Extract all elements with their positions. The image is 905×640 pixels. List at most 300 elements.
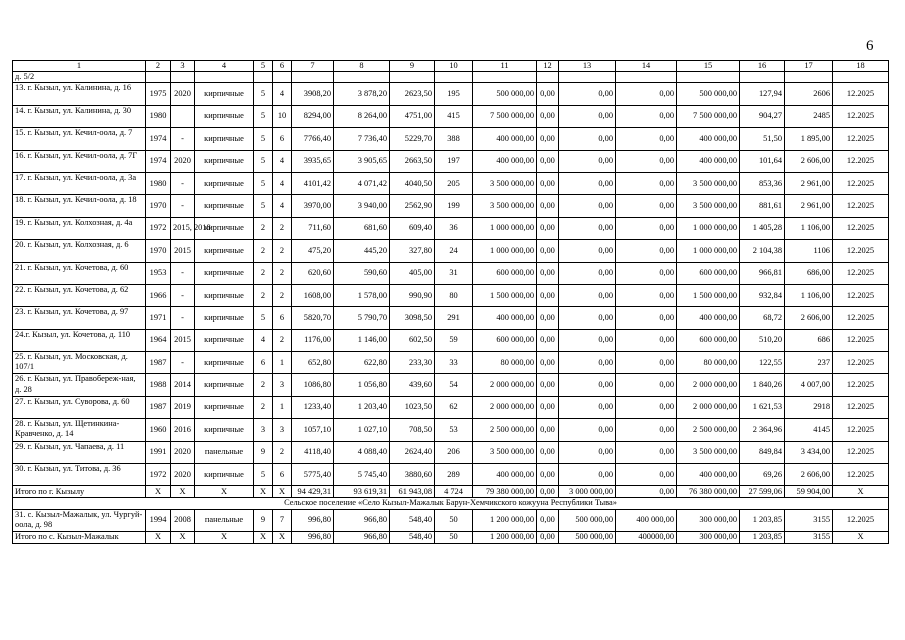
header-cell: 13 [559, 61, 616, 72]
data-cell: 602,50 [390, 329, 435, 351]
total-cell: X [273, 532, 292, 544]
address-cell: 17. г. Кызыл, ул. Кечил-оола, д. 3а [13, 172, 146, 194]
data-cell: 904,27 [740, 105, 785, 127]
data-cell: 1991 [146, 441, 171, 463]
total-cell: 0,00 [616, 486, 677, 498]
data-cell: 2015, 2018 [171, 217, 195, 239]
total-cell: 996,80 [292, 532, 334, 544]
total-cell: X [833, 532, 889, 544]
data-cell: 0,00 [559, 262, 616, 284]
data-cell: 0,00 [616, 150, 677, 172]
data-cell: 1987 [146, 396, 171, 418]
data-cell: 5 [254, 464, 273, 486]
data-cell: 300 000,00 [677, 509, 740, 531]
data-cell: 0,00 [616, 352, 677, 374]
data-cell: 7 736,40 [334, 128, 390, 150]
data-cell: 600 000,00 [677, 329, 740, 351]
table-row [13, 217, 889, 239]
header-cell: 16 [740, 61, 785, 72]
data-cell: 3 [254, 419, 273, 441]
data-cell: 0,00 [616, 128, 677, 150]
data-cell: 686,00 [785, 262, 833, 284]
data-cell: 1 146,00 [334, 329, 390, 351]
data-cell: 1 200 000,00 [473, 509, 537, 531]
data-cell: 2 000 000,00 [677, 396, 740, 418]
data-cell: - [171, 352, 195, 374]
data-cell: 0,00 [616, 307, 677, 329]
data-cell: 0,00 [559, 83, 616, 105]
data-cell: 24 [435, 240, 473, 262]
header-cell: 18 [833, 61, 889, 72]
header-cell: 14 [616, 61, 677, 72]
data-cell: 1 203,40 [334, 396, 390, 418]
section-title: Сельское поселение «Село Кызыл-Мажалык Барун-Хемчикского кожууна Республики Тыва» [13, 498, 889, 509]
data-cell: 1988 [146, 374, 171, 396]
data-cell: 237 [785, 352, 833, 374]
buildings-table [12, 60, 889, 544]
data-cell: 0,00 [616, 396, 677, 418]
table-row [13, 374, 889, 396]
data-cell: 2016 [171, 419, 195, 441]
data-cell: 4751,00 [390, 105, 435, 127]
data-cell: 2020 [171, 83, 195, 105]
table-row [13, 128, 889, 150]
data-cell: 1971 [146, 307, 171, 329]
data-cell: 0,00 [616, 419, 677, 441]
data-cell: 1953 [146, 262, 171, 284]
data-cell: 12.2025 [833, 128, 889, 150]
total-cell: 93 619,31 [334, 486, 390, 498]
total-cell: 400000,00 [616, 532, 677, 544]
data-cell: 0,00 [616, 83, 677, 105]
data-cell: - [171, 262, 195, 284]
data-cell: 12.2025 [833, 419, 889, 441]
table-row [13, 83, 889, 105]
data-cell: 0,00 [537, 128, 559, 150]
address-cell: 31. с. Кызыл-Мажалык, ул. Чургуй-оола, д. 98 [13, 509, 146, 531]
address-cell: 27. г. Кызыл, ул. Суворова, д. 60 [13, 396, 146, 418]
section-header-row [13, 498, 889, 509]
data-cell: 708,50 [390, 419, 435, 441]
data-cell: 966,81 [740, 262, 785, 284]
data-cell: 1980 [146, 105, 171, 127]
data-cell: 0,00 [537, 262, 559, 284]
empty-cell [171, 72, 195, 83]
data-cell: 3 500 000,00 [473, 195, 537, 217]
data-cell: 1980 [146, 172, 171, 194]
data-cell: 2015 [171, 240, 195, 262]
data-cell: кирпичные [195, 128, 254, 150]
empty-cell [616, 72, 677, 83]
header-cell: 6 [273, 61, 292, 72]
total-cell: 76 380 000,00 [677, 486, 740, 498]
data-cell: 12.2025 [833, 464, 889, 486]
data-cell: 0,00 [559, 352, 616, 374]
data-cell: 2 [254, 262, 273, 284]
data-cell: 5 [254, 172, 273, 194]
data-cell: кирпичные [195, 284, 254, 306]
data-cell: - [171, 195, 195, 217]
total-cell: X [146, 532, 171, 544]
total-cell: 3155 [785, 532, 833, 544]
data-cell: 1970 [146, 195, 171, 217]
data-cell: 51,50 [740, 128, 785, 150]
data-cell: 0,00 [616, 217, 677, 239]
data-cell: 195 [435, 83, 473, 105]
table-row [13, 262, 889, 284]
data-cell: кирпичные [195, 83, 254, 105]
empty-cell [146, 72, 171, 83]
data-cell: 686 [785, 329, 833, 351]
data-cell: кирпичные [195, 217, 254, 239]
continuation-row [13, 72, 889, 83]
data-cell: 1 840,26 [740, 374, 785, 396]
header-cell: 17 [785, 61, 833, 72]
data-cell: 2485 [785, 105, 833, 127]
data-cell: 0,00 [537, 195, 559, 217]
data-cell [171, 105, 195, 127]
data-cell: 12.2025 [833, 105, 889, 127]
data-cell: 652,80 [292, 352, 334, 374]
data-cell: 500 000,00 [559, 509, 616, 531]
data-cell: 4118,40 [292, 441, 334, 463]
data-cell: 2606 [785, 83, 833, 105]
total-cell: X [146, 486, 171, 498]
data-cell: 5 [254, 150, 273, 172]
data-cell: 0,00 [559, 374, 616, 396]
data-cell: 3155 [785, 509, 833, 531]
data-cell: 0,00 [537, 374, 559, 396]
data-cell: 127,94 [740, 83, 785, 105]
data-cell: 1 106,00 [785, 217, 833, 239]
data-cell: 7 500 000,00 [677, 105, 740, 127]
data-cell: 0,00 [616, 441, 677, 463]
data-cell: панельные [195, 509, 254, 531]
data-cell: 1 000 000,00 [677, 240, 740, 262]
data-cell: 853,36 [740, 172, 785, 194]
data-cell: 1 405,28 [740, 217, 785, 239]
address-cell: 15. г. Кызыл, ул. Кечил-оола, д. 7 [13, 128, 146, 150]
data-cell: 400 000,00 [473, 150, 537, 172]
data-cell: 1 106,00 [785, 284, 833, 306]
data-cell: 3 [273, 374, 292, 396]
table-row [13, 329, 889, 351]
data-cell: 620,60 [292, 262, 334, 284]
data-cell: 2562,90 [390, 195, 435, 217]
data-cell: 0,00 [616, 195, 677, 217]
data-cell: 9 [254, 509, 273, 531]
data-cell: 2 961,00 [785, 172, 833, 194]
data-cell: 1057,10 [292, 419, 334, 441]
data-cell: 400 000,00 [677, 307, 740, 329]
data-cell: 1972 [146, 464, 171, 486]
header-cell: 5 [254, 61, 273, 72]
data-cell: 439,60 [390, 374, 435, 396]
data-cell: 0,00 [537, 172, 559, 194]
data-cell: 1 203,85 [740, 509, 785, 531]
data-cell: 2020 [171, 464, 195, 486]
empty-cell [273, 72, 292, 83]
data-cell: 12.2025 [833, 172, 889, 194]
data-cell: 400 000,00 [473, 464, 537, 486]
data-cell: 996,80 [292, 509, 334, 531]
data-cell: 3880,60 [390, 464, 435, 486]
data-cell: 0,00 [559, 195, 616, 217]
data-cell: 4 071,42 [334, 172, 390, 194]
data-cell: 1233,40 [292, 396, 334, 418]
data-cell: 1966 [146, 284, 171, 306]
data-cell: 1972 [146, 217, 171, 239]
total-cell: 966,80 [334, 532, 390, 544]
table-row [13, 509, 889, 531]
table-row [13, 441, 889, 463]
table-row [13, 352, 889, 374]
data-cell: 3970,00 [292, 195, 334, 217]
data-cell: 4 [273, 83, 292, 105]
data-cell: кирпичные [195, 172, 254, 194]
data-cell: - [171, 128, 195, 150]
data-cell: 69,26 [740, 464, 785, 486]
total-cell: 94 429,31 [292, 486, 334, 498]
data-cell: 2014 [171, 374, 195, 396]
header-row [13, 61, 889, 72]
data-cell: 0,00 [559, 128, 616, 150]
data-cell: 53 [435, 419, 473, 441]
data-cell: 0,00 [616, 240, 677, 262]
data-cell: 12.2025 [833, 509, 889, 531]
data-cell: 1 027,10 [334, 419, 390, 441]
data-cell: 199 [435, 195, 473, 217]
total-cell: X [254, 486, 273, 498]
data-cell: кирпичные [195, 396, 254, 418]
data-cell: 327,80 [390, 240, 435, 262]
data-cell: 0,00 [559, 441, 616, 463]
data-cell: 4 [273, 172, 292, 194]
data-cell: 6 [254, 352, 273, 374]
data-cell: 0,00 [616, 329, 677, 351]
data-cell: 1987 [146, 352, 171, 374]
total-cell: X [273, 486, 292, 498]
data-cell: кирпичные [195, 105, 254, 127]
data-cell: 600 000,00 [473, 262, 537, 284]
data-cell: 2015 [171, 329, 195, 351]
address-cell: 20. г. Кызыл, ул. Колхозная, д. 6 [13, 240, 146, 262]
total-cell: 27 599,06 [740, 486, 785, 498]
total-cell: 79 380 000,00 [473, 486, 537, 498]
data-cell: 400 000,00 [677, 128, 740, 150]
data-cell: 2 [254, 284, 273, 306]
address-cell: 18. г. Кызыл, ул. Кечил-оола, д. 18 [13, 195, 146, 217]
data-cell: кирпичные [195, 240, 254, 262]
data-cell: 4145 [785, 419, 833, 441]
data-cell: 12.2025 [833, 284, 889, 306]
data-cell: 0,00 [537, 509, 559, 531]
data-cell: 0,00 [616, 464, 677, 486]
data-cell: кирпичные [195, 419, 254, 441]
data-cell: 3 500 000,00 [677, 195, 740, 217]
empty-cell [833, 72, 889, 83]
total-cell: X [195, 532, 254, 544]
data-cell: - [171, 284, 195, 306]
table-row [13, 464, 889, 486]
data-cell: 388 [435, 128, 473, 150]
data-cell: 2 [254, 396, 273, 418]
data-cell: 3 500 000,00 [677, 441, 740, 463]
data-cell: 80 000,00 [473, 352, 537, 374]
data-cell: 400 000,00 [616, 509, 677, 531]
data-cell: 2 606,00 [785, 150, 833, 172]
data-cell: 0,00 [537, 83, 559, 105]
address-cell: 25. г. Кызыл, ул. Московская, д. 107/1 [13, 352, 146, 374]
empty-cell [473, 72, 537, 83]
header-cell: 9 [390, 61, 435, 72]
data-cell: 4 [273, 150, 292, 172]
data-cell: 1 000 000,00 [677, 217, 740, 239]
empty-cell [785, 72, 833, 83]
data-cell: 12.2025 [833, 195, 889, 217]
empty-cell [740, 72, 785, 83]
address-cell: 29. г. Кызыл, ул. Чапаева, д. 11 [13, 441, 146, 463]
table-row [13, 150, 889, 172]
data-cell: 400 000,00 [677, 150, 740, 172]
address-cell: д. 5/2 [13, 72, 146, 83]
data-cell: 8294,00 [292, 105, 334, 127]
address-cell: 30. г. Кызыл, ул. Титова, д. 36 [13, 464, 146, 486]
data-cell: 3908,20 [292, 83, 334, 105]
data-cell: кирпичные [195, 307, 254, 329]
empty-cell [435, 72, 473, 83]
data-cell: 3 940,00 [334, 195, 390, 217]
header-cell: 12 [537, 61, 559, 72]
address-cell: 14. г. Кызыл, ул. Калинина, д. 30 [13, 105, 146, 127]
data-cell: 12.2025 [833, 396, 889, 418]
data-cell: 0,00 [537, 240, 559, 262]
data-cell: 0,00 [559, 396, 616, 418]
data-cell: 0,00 [537, 150, 559, 172]
address-cell: 13. г. Кызыл, ул. Калинина, д. 16 [13, 83, 146, 105]
data-cell: 3 [273, 419, 292, 441]
data-cell: 0,00 [559, 307, 616, 329]
data-cell: 400 000,00 [677, 464, 740, 486]
data-cell: 445,20 [334, 240, 390, 262]
data-cell: 2 606,00 [785, 307, 833, 329]
data-cell: 1994 [146, 509, 171, 531]
data-cell: 1086,80 [292, 374, 334, 396]
data-cell: 548,40 [390, 509, 435, 531]
data-cell: 3 500 000,00 [473, 441, 537, 463]
data-cell: 1960 [146, 419, 171, 441]
data-cell: 0,00 [616, 105, 677, 127]
total-cell: 4 724 [435, 486, 473, 498]
data-cell: 2623,50 [390, 83, 435, 105]
total-cell: 0,00 [537, 532, 559, 544]
data-cell: 3935,65 [292, 150, 334, 172]
table-row [13, 396, 889, 418]
data-cell: 2 [273, 262, 292, 284]
data-cell: 3 434,00 [785, 441, 833, 463]
data-cell: 1 500 000,00 [473, 284, 537, 306]
header-cell: 10 [435, 61, 473, 72]
data-cell: 5 [254, 195, 273, 217]
data-cell: 1 578,00 [334, 284, 390, 306]
address-cell: 21. г. Кызыл, ул. Кочетова, д. 60 [13, 262, 146, 284]
data-cell: 7 500 000,00 [473, 105, 537, 127]
data-cell: 405,00 [390, 262, 435, 284]
data-cell: 0,00 [559, 150, 616, 172]
data-cell: 291 [435, 307, 473, 329]
data-cell: 0,00 [537, 284, 559, 306]
table-row [13, 307, 889, 329]
data-cell: 3 500 000,00 [677, 172, 740, 194]
data-cell: 206 [435, 441, 473, 463]
data-cell: 5 [254, 83, 273, 105]
address-cell: 23. г. Кызыл, ул. Кочетова, д. 97 [13, 307, 146, 329]
total-cell: 300 000,00 [677, 532, 740, 544]
data-cell: 2 [273, 284, 292, 306]
data-cell: 590,60 [334, 262, 390, 284]
data-cell: 2 [273, 217, 292, 239]
header-cell: 4 [195, 61, 254, 72]
data-cell: панельные [195, 441, 254, 463]
header-cell: 11 [473, 61, 537, 72]
data-cell: 0,00 [537, 441, 559, 463]
data-cell: 12.2025 [833, 374, 889, 396]
data-cell: 233,30 [390, 352, 435, 374]
total-cell: X [171, 532, 195, 544]
data-cell: 5820,70 [292, 307, 334, 329]
data-cell: 4 007,00 [785, 374, 833, 396]
data-cell: 2 500 000,00 [677, 419, 740, 441]
data-cell: 0,00 [559, 105, 616, 127]
table-row [13, 172, 889, 194]
data-cell: 711,60 [292, 217, 334, 239]
data-cell: 205 [435, 172, 473, 194]
data-cell: 2663,50 [390, 150, 435, 172]
data-cell: 5229,70 [390, 128, 435, 150]
total-cell: 0,00 [537, 486, 559, 498]
data-cell: 1608,00 [292, 284, 334, 306]
total-cell: X [254, 532, 273, 544]
data-cell: 7766,40 [292, 128, 334, 150]
data-cell: 881,61 [740, 195, 785, 217]
total-label: Итого по г. Кызылу [13, 486, 146, 498]
data-cell: 0,00 [559, 329, 616, 351]
data-cell: кирпичные [195, 195, 254, 217]
data-cell: 6 [273, 128, 292, 150]
header-cell: 8 [334, 61, 390, 72]
data-cell: 1 [273, 396, 292, 418]
data-cell: 8 264,00 [334, 105, 390, 127]
table-row [13, 240, 889, 262]
data-cell: 5775,40 [292, 464, 334, 486]
table-row [13, 284, 889, 306]
data-cell: 0,00 [537, 217, 559, 239]
data-cell: 0,00 [616, 262, 677, 284]
data-cell: 0,00 [559, 284, 616, 306]
data-cell: 0,00 [616, 374, 677, 396]
data-cell: 2624,40 [390, 441, 435, 463]
total-cell: 1 200 000,00 [473, 532, 537, 544]
data-cell: 0,00 [537, 396, 559, 418]
data-cell: 0,00 [559, 172, 616, 194]
data-cell: 2 [273, 329, 292, 351]
data-cell: 1 621,53 [740, 396, 785, 418]
data-cell: 80 [435, 284, 473, 306]
data-cell: 12.2025 [833, 240, 889, 262]
data-cell: 400 000,00 [473, 128, 537, 150]
total-cell: 61 943,08 [390, 486, 435, 498]
data-cell: 1974 [146, 128, 171, 150]
